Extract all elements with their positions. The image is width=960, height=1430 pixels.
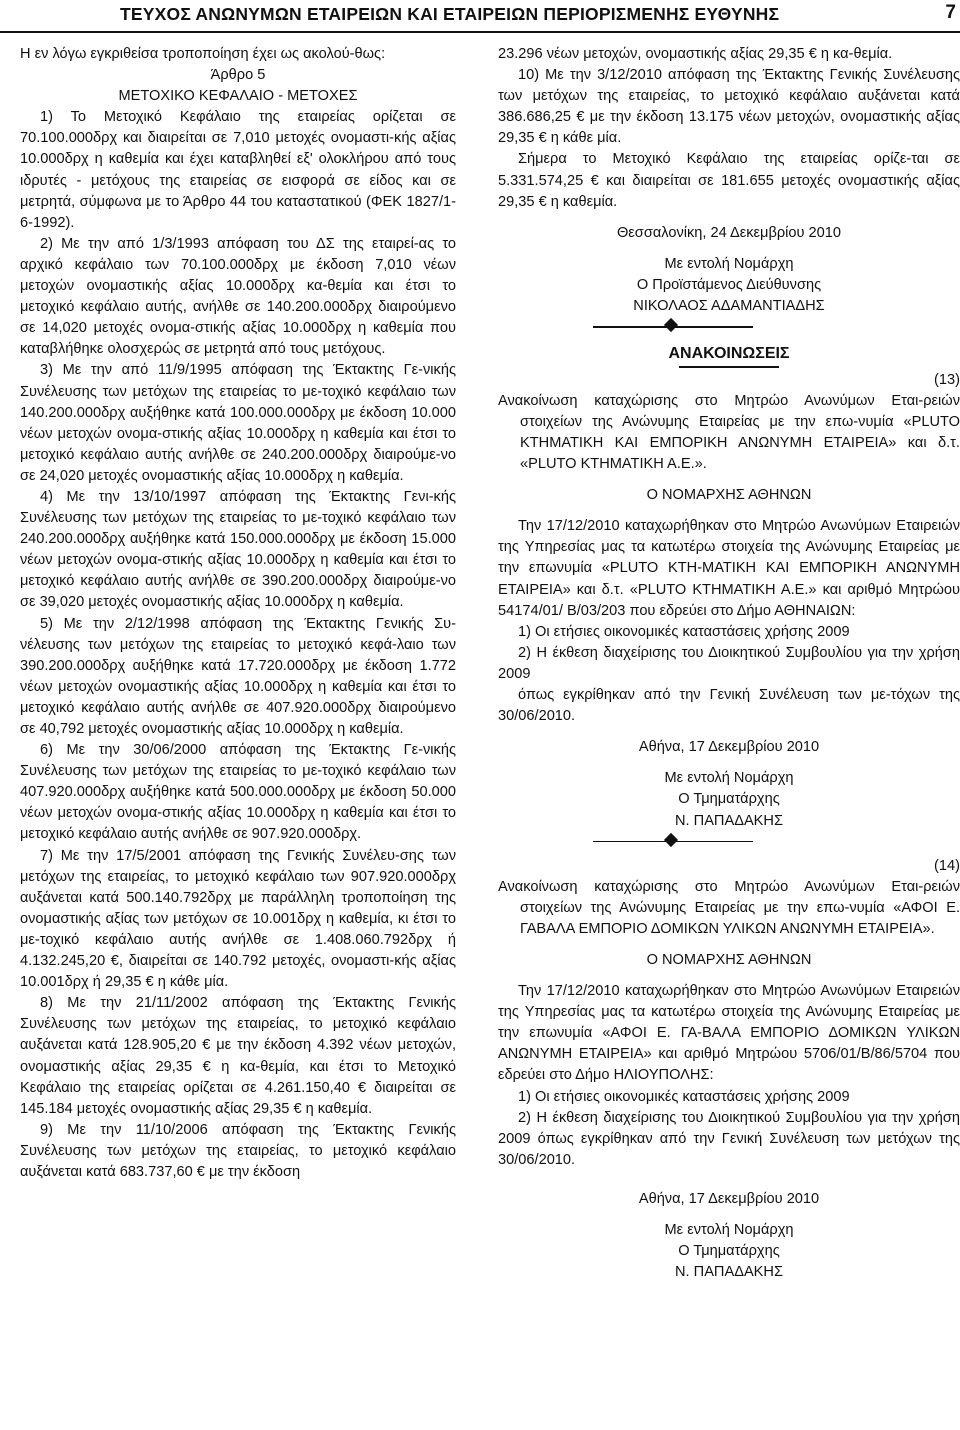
article-title: Άρθρο 5 [210,67,266,84]
signature-2-line-1: Με εντολή Νομάρχη [664,770,794,787]
announcement-13-body: Την 17/12/2010 καταχωρήθηκαν στο Μητρώο Ανωνύμων Εταιρειών της Υπηρεσίας μας τα κατωτέρω στοιχεία της Ανώνυμης Εταιρείας με την επωνυμία «PLUTO ΚΤΗ-ΜΑΤΙΚΗ ΚΑΙ ΕΜΠΟΡΙΚΗ ΑΝΩΝΥΜΗ ΕΤΑΙΡΕΙΑ» και δ.τ. «PLUTO ΚΤΗΜΑΤΙΚΗ Α.Ε.» και αριθμό Μητρώου 54174/01/ Β/03/203 που εδρεύει στο Δήμο ΑΘΗΝΑΙΩΝ: [498,518,960,619]
announcement-13-item-3: όπως εγκρίθηκαν από την Γενική Συνέλευση των με-τόχων της 30/06/2010. [498,687,960,725]
announcement-13-authority: Ο ΝΟΜΑΡΧΗΣ ΑΘΗΝΩΝ [646,487,812,504]
diamond-icon [664,833,678,847]
signature-1-name: ΝΙΚΟΛΑΟΣ ΑΔΑΜΑΝΤΙΑΔΗΣ [633,298,825,315]
paragraph-1: 1) Το Μετοχικό Κεφάλαιο της εταιρείας ορίζεται σε 70.100.000δρχ και διαιρείται σε 7,010 μετοχές ονομαστι-κής αξίας 10.000δρχ η καθεμία και έχει καταβληθεί εξ' ολοκλήρου από τους ιδρυτές - μετόχους της εταιρείας σε εισφορά σε είδος και σε μετρητά, σύμφωνα με το Άρθρο 44 του καταστατικού (ΦΕΚ 1827/1-6-1992). [20,109,456,231]
current-capital-paragraph: Σήμερα το Μετοχικό Κεφάλαιο της εταιρείας ορίζε-ται σε 5.331.574,25 € και διαιρείται σε 181.655 μετοχές ονομαστικής αξίας 29,35 € η καθεμία. [498,151,960,210]
announcement-14-item-2: 2) Η έκθεση διαχείρισης του Διοικητικού Συμβουλίου για την χρήση 2009 όπως εγκρίθηκαν από την Γενική Συνέλευση των μετόχων της 30/06/2010. [498,1109,960,1168]
announcement-13-title: Ανακοίνωση καταχώρισης στο Μητρώο Ανωνύμων Εται-ρειών στοιχείων της Ανώνυμης Εταιρείας με την επω-νυμία «PLUTO ΚΤΗΜΑΤΙΚΗ ΚΑΙ ΕΜΠΟΡΙΚΗ ΑΝΩΝΥΜΗ ΕΤΑΙΡΕΙΑ» και δ.τ. «PLUTO ΚΤΗΜΑΤΙΚΗ Α.Ε.». [498,392,960,473]
page-header [0,0,960,30]
announcement-14-title: Ανακοίνωση καταχώρισης στο Μητρώο Ανωνύμων Εται-ρειών στοιχείων της Ανώνυμης Εταιρείας με την επω-νυμία «ΑΦΟΙ Ε. ΓΑΒΑΛΑ ΕΜΠΟΡΙΟ ΔΟΜΙΚΩΝ ΥΛΙΚΩΝ ΑΝΩΝΥΜΗ ΕΤΑΙΡΕΙΑ». [498,878,960,937]
paragraph-4: 4) Με την 13/10/1997 απόφαση της Έκτακτης Γενι-κής Συνέλευσης των μετόχων της εταιρείας το με-τοχικό κεφάλαιο των 240.200.000δρχ αυξήθηκε κατά 150.000.000δρχ με έκδοση 15.000 νέων μετοχών ονομα-στικής αξίας 10.000δρχ η καθεμία και έτσι το μετοχικό κεφάλαιο αυτής ανήλθε σε 390.200.000δρχ διαιρούμε-νο σε 39,020 μετοχές ονομαστικής αξίας 10.000δρχ η καθεμία. [20,488,456,611]
signature-3-line-1: Με εντολή Νομάρχη [664,1222,794,1238]
section-separator [498,317,960,339]
diamond-icon [664,318,678,332]
signature-2-line-2: Ο Τμηματάρχης [678,791,780,808]
paragraph-9-continued: 23.296 νέων μετοχών, ονομαστικής αξίας 29,35 € η κα-θεμία. [498,46,893,62]
announcement-14-authority: Ο ΝΟΜΑΡΧΗΣ ΑΘΗΝΩΝ [646,951,812,968]
paragraph-8: 8) Με την 21/11/2002 απόφαση της Έκτακτης Γενικής Συνέλευσης των μετόχων της εταιρείας, το μετοχικό κεφάλαιο αυξάνεται κατά 128.905,20 € με την έκδοση 4.392 νέων μετοχών, ονομαστικής αξίας 29,35 € η κα-θεμία, και έτσι το Μετοχικό Κεφάλαιο της εταιρείας ορίζεται σε 4.261.150,40 € διαιρείται σε 145.184 μετοχές ονομαστικής αξίας 29,35 € η καθεμία. [20,995,456,1117]
page-number: 7 [945,2,956,23]
signature-3-name: Ν. ΠΑΠΑΔΑΚΗΣ [675,1264,783,1281]
announcement-13-item-2: 2) Η έκθεση διαχείρισης του Διοικητικού Συμβουλίου για την χρήση 2009 [498,644,960,682]
signature-3-line-2: Ο Τμηματάρχης [678,1243,780,1260]
announcement-13-item-1: 1) Οι ετήσιες οικονομικές καταστάσεις χρήσης 2009 [518,623,850,640]
announcement-14-body: Την 17/12/2010 καταχωρήθηκαν στο Μητρώο Ανωνύμων Εταιρειών της Υπηρεσίας μας τα κατωτέρω στοιχεία της Ανώνυμης Εταιρείας με την επωνυμία «ΑΦΟΙ Ε. ΓΑ-ΒΑΛΑ ΕΜΠΟΡΙΟ ΔΟΜΙΚΩΝ ΥΛΙΚΩΝ ΑΝΩΝΥΜΗ ΕΤΑΙΡΕΙΑ» και αριθμό Μητρώου 5706/01/Β/86/5704 που εδρεύει στο Δήμο ΗΛΙΟΥΠΟΛΗΣ: [498,983,960,1084]
signature-2-name: Ν. ΠΑΠΑΔΑΚΗΣ [675,812,783,829]
paragraph-9: 9) Με την 11/10/2006 απόφαση της Έκτακτης Γενικής Συνέλευσης των μετόχων της εταιρείας, το μετοχικό κεφάλαιο αυξάνεται κατά 683.737,60 € με την έκδοση [20,1121,456,1180]
signature-2-place-date: Αθήνα, 17 Δεκεμβρίου 2010 [638,739,820,756]
announcement-14-item-1: 1) Οι ετήσιες οικονομικές καταστάσεις χρήσης 2009 [518,1088,850,1105]
section-title-underline [679,366,779,368]
paragraph-7: 7) Με την 17/5/2001 απόφαση της Γενικής Συνέλευ-σης των μετόχων της εταιρείας, το μετοχικό κεφάλαιο των 907.920.000δρχ αυξάνεται κατά 500.140.792δρχ με παράλληλη τροποποίηση της ονομαστικής αξίας των μετόχων σε 10.001δρχ η καθεμία, κι έτσι το με-τοχικό κεφάλαιο αυτής ανήλθε σε 1.408.060.792δρχ ή 4.132.245,20 €, διαιρείται σε 140.792 μετοχές, ονομαστι-κής αξίας 10.001δρχ ή 29,35 € η κάθε μία. [20,847,456,991]
section-title: ΑΝΑΚΟΙΝΩΣΕΙΣ [668,345,790,363]
announcement-number-14: (14) [934,857,960,874]
paragraph-3: 3) Με την από 11/9/1995 απόφαση της Έκτακτης Γε-νικής Συνέλευσης των μετόχων της εταιρείας το με-τοχικό κεφάλαιο των 140.200.000δρχ αυξήθηκε κατά 100.000.000δρχ με έκδοση 10.000 νέων μετοχών ονομα-στικής αξίας 10.000δρχ η καθεμία και έτσι το μετοχικό κεφάλαιο αυτής ανήλθε σε 240.200.000δρχ διαιρούμε-νο σε 24,020 μετοχές ονομαστικής αξίας 10.000δρχ η καθεμία. [20,362,456,484]
intro-paragraph: Η εν λόγω εγκριθείσα τροποποίηση έχει ως ακολού-θως: [20,46,386,62]
paragraph-2: 2) Με την από 1/3/1993 απόφαση του ΔΣ της εταιρεί-ας το αρχικό κεφάλαιο των 70.100.000δρχ με έκδοση 7,010 νέων μετοχών ονομαστικής αξίας 10.000δρχ κα-θεμία και έτσι το μετοχικό κεφάλαιο αυτής, ανήλθε σε 140.200.000δρχ διαιρούμενο σε 14,020 μετοχές ονομα-στικής αξίας 10.000δρχ η καθεμία που καταβλήθηκε ολοσχερώς σε μετρητά από τους μετόχους. [20,235,456,358]
right-column [498,44,960,1283]
left-column [20,44,456,1183]
paragraph-10: 10) Με την 3/12/2010 απόφαση της Έκτακτης Γενικής Συνέλευσης των μετόχων της εταιρείας, το μετοχικό κεφάλαιο αυξάνεται κατά 386.686,25 € με την έκδοση 13.175 νέων μετοχών, ονομαστικής αξίας 29,35 € η κάθε μία. [498,67,960,147]
article-subtitle: ΜΕΤΟΧΙΚΟ ΚΕΦΑΛΑΙΟ - ΜΕΤΟΧΕΣ [118,88,358,105]
announcement-number-13: (13) [934,371,960,388]
journal-issue-title: ΤΕΥΧΟΣ ΑΝΩΝΥΜΩΝ ΕΤΑΙΡΕΙΩΝ ΚΑΙ ΕΤΑΙΡΕΙΩΝ ΠΕΡΙΟΡΙΣΜΕΝΗΣ ΕΥΘΥΝΗΣ [120,4,780,24]
announcement-separator [498,832,960,854]
signature-1-line-2: Ο Προϊστάμενος Διεύθυνσης [636,276,822,293]
paragraph-6: 6) Με την 30/06/2000 απόφαση της Έκτακτης Γε-νικής Συνέλευσης των μετόχων της εταιρείας το με-τοχικό κεφάλαιο των 407.920.000δρχ αυξήθηκε κατά 500.000.000δρχ με έκδοση 50.000 νέων μετοχών ονομα-στικής αξίας 10.000δρχ η καθεμία και έτσι το μετοχικό κεφάλαιο αυτής ανήλθε σε 907.920.000δρχ. [20,742,456,843]
signature-1-place-date: Θεσσαλονίκη, 24 Δεκεμβρίου 2010 [616,224,842,241]
paragraph-5: 5) Με την 2/12/1998 απόφαση της Έκτακτης Γενικής Συ-νέλευσης των μετόχων της εταιρείας το μετοχικό κεφά-λαιο των 390.200.000δρχ αυξήθηκε κατά 17.720.000δρχ με έκδοση 1.772 νέων μετοχών ονομαστικής αξίας 10.000δρχ η καθεμία και έτσι το μετοχικό κεφάλαιο αυτής ανήλθε σε 407.920.000δρχ διαιρούμενο σε 40,792 μετοχές ονομαστικής αξίας 10.000δρχ η καθεμία. [20,615,456,737]
header-rule [0,31,960,33]
signature-3-place-date: Αθήνα, 17 Δεκεμβρίου 2010 [638,1190,820,1207]
signature-1-line-1: Με εντολή Νομάρχη [664,255,794,272]
